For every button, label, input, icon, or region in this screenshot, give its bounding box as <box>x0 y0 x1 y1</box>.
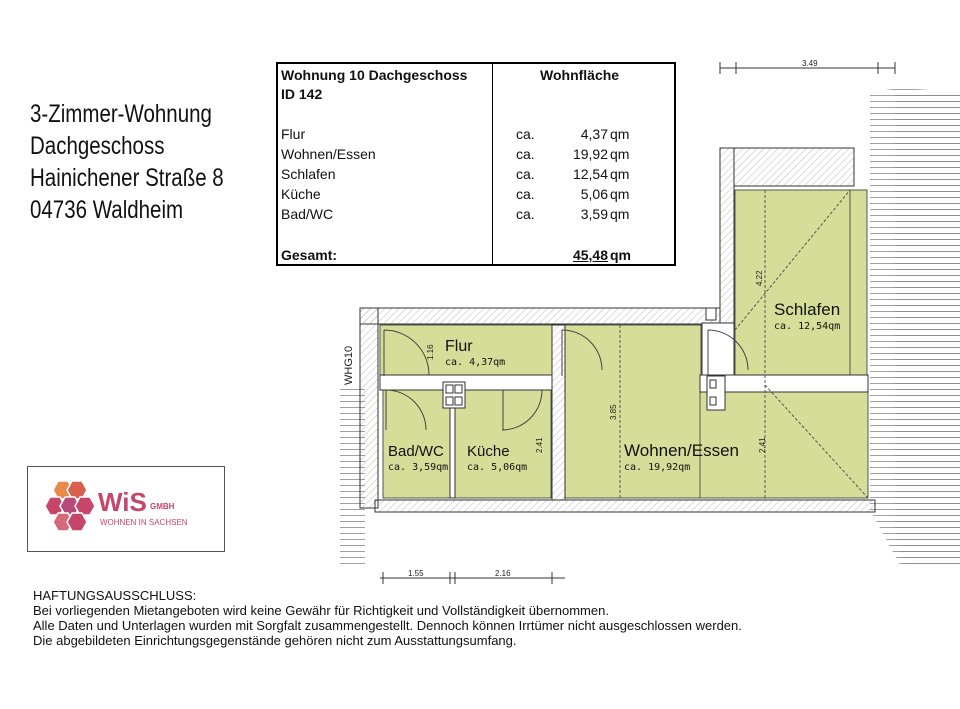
logo-suffix: GMBH <box>150 502 175 511</box>
area-table <box>276 62 676 266</box>
row-unit: qm <box>610 146 630 162</box>
label-wohnen: Wohnen/Essen <box>624 441 739 460</box>
row-value: 12,54 <box>572 166 608 182</box>
label-wohnen-area: ca. 19,92qm <box>624 462 691 473</box>
label-bad: Bad/WC <box>388 443 444 460</box>
row-room: Flur <box>281 126 306 142</box>
disclaimer <box>33 588 742 648</box>
table-title: Wohnung 10 Dachgeschoss <box>281 67 468 83</box>
row-value: 5,06 <box>580 186 608 202</box>
room-schlafen-extension <box>735 190 850 376</box>
row-value: 3,59 <box>580 206 608 222</box>
dim-wohnen-right-depth: 2.41 <box>758 437 767 453</box>
row-room: Küche <box>281 186 321 202</box>
heading-line-street: Hainichener Straße 8 <box>30 164 224 192</box>
row-value: 19,92 <box>572 146 608 162</box>
company-logo <box>27 466 225 552</box>
row-unit: qm <box>610 126 630 142</box>
total-label: Gesamt: <box>281 247 338 263</box>
logo-brand: WiS <box>98 487 147 517</box>
disclaimer-line: Alle Daten und Unterlagen wurden mit Sorgfalt zusammengestellt. Dennoch können Irrtümer nicht ausgeschlossen werden. <box>33 618 742 633</box>
hexagon-logo-icon <box>28 467 224 551</box>
row-prefix: ca. <box>516 206 535 222</box>
heading-line-type: 3-Zimmer-Wohnung <box>30 100 212 128</box>
row-prefix: ca. <box>516 166 535 182</box>
label-kueche: Küche <box>467 443 510 460</box>
row-prefix: ca. <box>516 126 535 142</box>
disclaimer-title: HAFTUNGSAUSSCHLUSS: <box>33 588 197 603</box>
label-bad-area: ca. 3,59qm <box>388 462 449 473</box>
label-schlafen-area: ca. 12,54qm <box>774 321 841 332</box>
total-value: 45,48 <box>572 247 608 263</box>
dim-wohnen-depth: 3.85 <box>609 404 618 420</box>
dim-bottom-right: 2.16 <box>495 569 511 578</box>
dim-bottom-left: 1.55 <box>408 569 424 578</box>
disclaimer-line: Die abgebildeten Einrichtungsgegenstände gehören nicht zum Ausstattungsumfang. <box>33 633 517 648</box>
label-schlafen: Schlafen <box>774 300 841 319</box>
row-unit: qm <box>610 186 630 202</box>
heading-line-city: 04736 Waldheim <box>30 196 184 224</box>
heading-line-floor: Dachgeschoss <box>30 132 165 160</box>
row-room: Wohnen/Essen <box>281 146 376 162</box>
row-room: Schlafen <box>281 166 336 182</box>
disclaimer-line: Bei vorliegenden Mietangeboten wird keine Gewähr für Richtigkeit und Vollständigkeit übernommen. <box>33 603 609 618</box>
dim-schlafen-depth: 4.22 <box>755 270 764 286</box>
table-id: ID 142 <box>281 86 323 102</box>
dim-kueche-depth: 2.41 <box>535 437 544 453</box>
dim-flur-depth: 1.16 <box>426 344 435 360</box>
row-unit: qm <box>610 166 630 182</box>
label-kueche-area: ca. 5,06qm <box>467 462 528 473</box>
dim-top-width: 3.49 <box>802 59 818 68</box>
logo-tagline: WOHNEN IN SACHSEN <box>100 518 188 527</box>
table-divider <box>492 64 493 264</box>
total-unit: qm <box>610 247 631 263</box>
label-flur: Flur <box>445 338 473 355</box>
row-room: Bad/WC <box>281 206 334 222</box>
row-prefix: ca. <box>516 186 535 202</box>
row-prefix: ca. <box>516 146 535 162</box>
label-flur-area: ca. 4,37qm <box>445 357 506 368</box>
row-unit: qm <box>610 206 630 222</box>
unit-label: WHG10 <box>343 345 355 385</box>
row-value: 4,37 <box>580 126 608 142</box>
table-column-header: Wohnfläche <box>540 67 620 83</box>
